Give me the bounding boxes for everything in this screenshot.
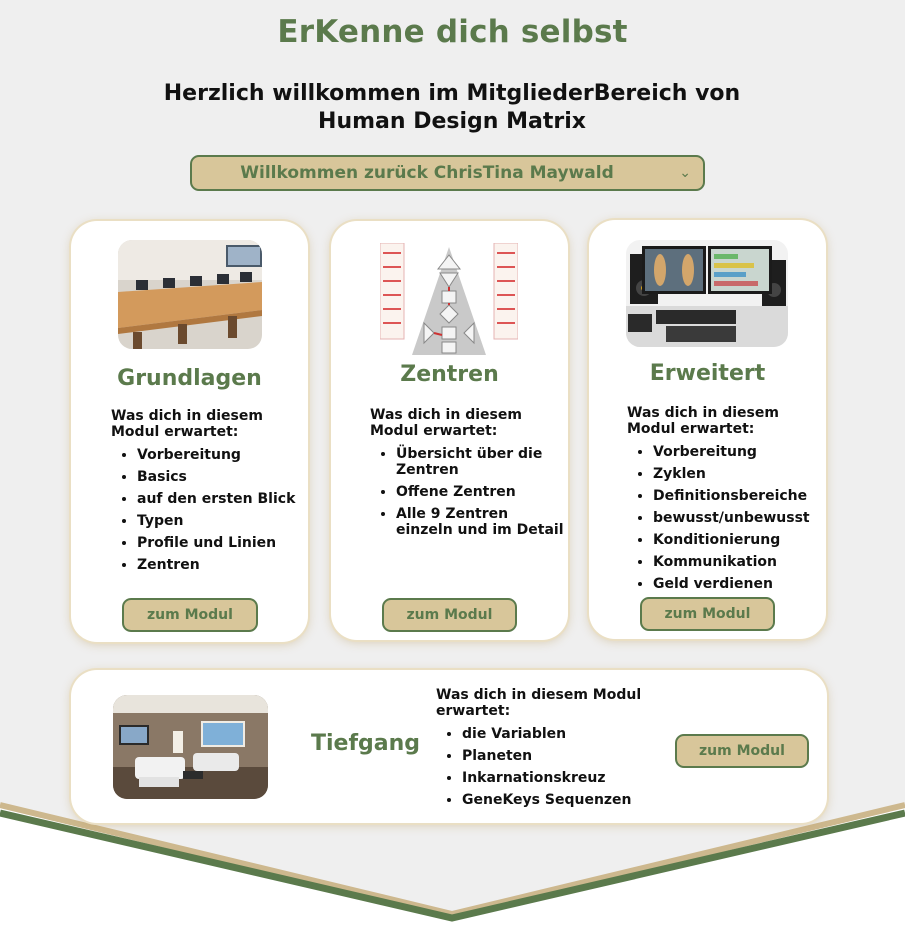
list-item: • GeneKeys Sequenzen — [462, 792, 672, 808]
module-card-tiefgang — [71, 670, 827, 823]
list-item: • Offene Zentren — [396, 484, 566, 500]
module-intro: Was dich in diesem Modul erwartet: — [111, 408, 263, 440]
list-item: • Zyklen — [653, 466, 843, 482]
zum-modul-button[interactable]: zum Modul — [122, 598, 258, 632]
bodygraph-chart-image — [380, 243, 518, 355]
module-title: Tiefgang — [311, 731, 421, 756]
list-item: • Zentren — [137, 557, 317, 573]
list-item: • Basics — [137, 469, 317, 485]
module-title: Zentren — [400, 362, 499, 387]
list-item: • Planeten — [462, 748, 672, 764]
list-item: • Profile und Linien — [137, 535, 317, 551]
welcome-line-1: Herzlich willkommen im MitgliederBereich von — [163, 81, 741, 106]
welcome-heading — [152, 80, 752, 136]
zum-modul-button[interactable]: zum Modul — [675, 734, 809, 768]
chevron-down-icon: ⌄ — [679, 165, 691, 181]
member-welcome-label: Willkommen zurück ChrisTina Maywald — [240, 163, 614, 183]
list-item: • Konditionierung — [653, 532, 843, 548]
list-item: • Inkarnationskreuz — [462, 770, 672, 786]
list-item: • Vorbereitung — [653, 444, 843, 460]
list-item: • Typen — [137, 513, 317, 529]
zum-modul-button[interactable]: zum Modul — [382, 598, 517, 632]
module-intro: Was dich in diesem Modul erwartet: — [436, 687, 642, 719]
module-topic-list — [370, 446, 566, 544]
list-item: • die Variablen — [462, 726, 672, 742]
list-item: • Vorbereitung — [137, 447, 317, 463]
classroom-photo — [118, 240, 262, 349]
module-topic-list — [111, 447, 317, 579]
module-intro: Was dich in diesem Modul erwartet: — [627, 405, 779, 437]
module-card-grundlagen — [71, 221, 308, 642]
lounge-photo — [113, 695, 268, 799]
list-item: • Geld verdienen — [653, 576, 843, 592]
module-title: Erweitert — [649, 361, 766, 386]
list-item: • Kommunikation — [653, 554, 843, 570]
workstation-photo — [626, 240, 788, 347]
site-title: ErKenne dich selbst — [277, 14, 628, 50]
module-topic-list — [436, 726, 672, 814]
module-intro: Was dich in diesem Modul erwartet: — [370, 407, 522, 439]
list-item: • Alle 9 Zentren einzeln und im Detail — [396, 506, 566, 538]
module-title: Grundlagen — [117, 366, 262, 391]
list-item: • Übersicht über die Zentren — [396, 446, 566, 478]
list-item: • bewusst/unbewusst — [653, 510, 843, 526]
module-card-erweitert — [589, 220, 826, 639]
module-card-zentren — [331, 221, 568, 640]
module-topic-list — [627, 444, 843, 598]
list-item: • auf den ersten Blick — [137, 491, 317, 507]
member-welcome-dropdown[interactable] — [190, 155, 705, 191]
welcome-line-2: Human Design Matrix — [318, 109, 586, 134]
list-item: • Definitionsbereiche — [653, 488, 843, 504]
zum-modul-button[interactable]: zum Modul — [640, 597, 775, 631]
